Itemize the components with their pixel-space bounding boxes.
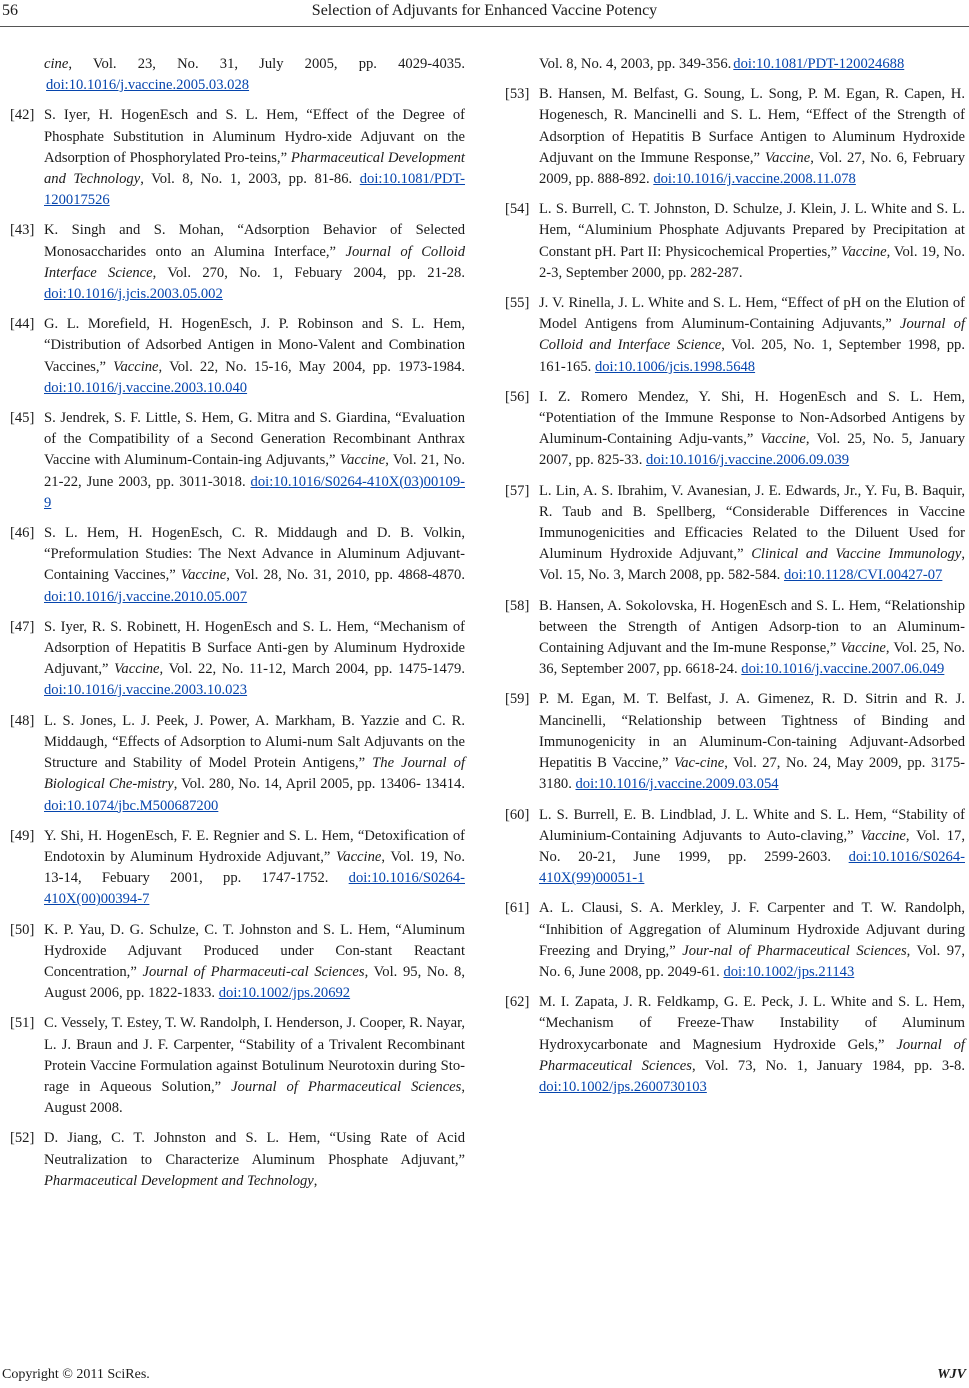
doi-link[interactable]: doi:10.1074/jbc.M500687200 xyxy=(44,797,219,814)
reference-text xyxy=(539,898,965,983)
journal-name: Journal of Colloid Interface Science xyxy=(44,243,465,281)
page-header xyxy=(0,0,969,24)
ref-text: P. M. Egan, M. T. Belfast, J. A. Gimenez, R. D. Sitrin and R. J. Mancinelli, “Relationship between Tightness of Binding and Immunogenicity in an Aluminum-Con-taining Adjuvant-Adsorbed Hepatitis B Vaccine,” xyxy=(539,691,965,772)
ref-text: , August 2008. xyxy=(44,1078,465,1117)
journal-name: Journal of Colloid and Interface Science xyxy=(539,316,966,354)
doi-link[interactable]: doi:10.1081/PDT-120024688 xyxy=(733,56,905,72)
reference-entry xyxy=(10,314,465,399)
reference-number: [53] xyxy=(505,86,530,103)
ref-text: B. Hansen, M. Belfast, G. Soung, L. Song, P. M. Egan, R. Capen, H. Hogenesch, R. Mancinelli and S. L. Hem, “Effect of the Strength of Adsorption of Hepatitis B Surface Antigen to Aluminum Hydroxide Adjuvant on the Immune Response,” xyxy=(539,86,965,166)
reference-number: [42] xyxy=(10,107,35,124)
reference-text xyxy=(539,805,965,890)
ref-text: , Vol. 28, No. 31, 2010, pp. 4868-4870. xyxy=(226,567,465,584)
ref-text: S. Iyer, H. HogenEsch and S. L. Hem, “Effect of the Degree of Phosphate Substitution in Aluminum Hydro-xide Adjuvant on the Adsorption of Phosphorylated Pro-teins,” xyxy=(44,107,465,166)
doi-link[interactable]: doi:10.1016/j.vaccine.2007.06.049 xyxy=(741,661,945,678)
doi-link[interactable]: doi:10.1002/jps.2600730103 xyxy=(539,1078,707,1095)
journal-name: Vaccine xyxy=(860,827,906,844)
reference-entry xyxy=(10,920,465,1005)
ref-text: , Vol. 27, No. 24, May 2009, pp. 3175-3180. xyxy=(539,755,965,793)
reference-number: [58] xyxy=(505,597,530,614)
ref-text: S. L. Hem, H. HogenEsch, C. R. Middaugh and D. B. Volkin, “Preformulation Studies: The Next Advance in Aluminum Adjuvant-Containing Vaccines,” xyxy=(44,525,465,584)
journal-name: Vaccine xyxy=(760,431,806,448)
doi-link[interactable]: doi:10.1016/S0264-410X(00)00394-7 xyxy=(44,870,465,908)
reference-number: [56] xyxy=(505,388,530,405)
ref-text: , Vol. 23, No. 31, July 2005, pp. 4029-4035. xyxy=(68,56,465,72)
reference-entry xyxy=(505,992,965,1098)
doi-link[interactable]: doi:10.1016/j.vaccine.2009.03.054 xyxy=(575,776,779,793)
ref-text: , Vol. 270, No. 1, Febuary 2004, pp. 21-28. xyxy=(152,264,465,281)
reference-entry xyxy=(10,523,465,608)
reference-number: [45] xyxy=(10,410,35,427)
doi-link[interactable]: doi:10.1006/jcis.1998.5648 xyxy=(594,358,756,375)
journal-name: Pharmaceutical Development and Technology xyxy=(44,149,465,188)
reference-number: [54] xyxy=(505,201,530,218)
ref-text: K. Singh and S. Mohan, “Adsorption Behavior of Selected Monosaccharides onto an Alumina Interface,” xyxy=(44,222,465,260)
doi-link[interactable]: doi:10.1016/j.jcis.2003.05.002 xyxy=(44,286,223,303)
reference-entry xyxy=(505,481,965,587)
doi-link[interactable]: doi:10.1016/j.vaccine.2003.10.040 xyxy=(44,379,248,396)
reference-entry xyxy=(10,711,465,817)
ref-text: , Vol. 17, No. 20-21, June 1999, pp. 2599-2603. xyxy=(539,827,965,865)
reference-text xyxy=(44,220,465,305)
reference-number: [50] xyxy=(10,921,35,938)
ref-text: , Vol. 22, No. 11-12, March 2004, pp. 1475-1479. xyxy=(159,661,465,678)
reference-entry xyxy=(505,898,965,983)
reference-number: [59] xyxy=(505,691,530,708)
doi-link[interactable]: doi:10.1081/PDT-120017526 xyxy=(44,171,465,209)
reference-text xyxy=(44,1013,465,1119)
ref-text: D. Jiang, C. T. Johnston and S. L. Hem, “Using Rate of Acid Neutralization to Characterize Aluminum Phosphate Adjuvant,” xyxy=(44,1130,465,1168)
ref-text: , Vol. 95, No. 8, August 2006, pp. 1822-1833. xyxy=(44,963,465,1002)
reference-entry xyxy=(10,408,465,514)
ref-text: C. Vessely, T. Estey, T. W. Randolph, I. Henderson, J. Cooper, R. Nayar, L. J. Braun and J. F. Carpenter, “Stability of a Trivalent Recombinant Protein Vaccine Formulation against Botulinum Neurotoxin during Sto-rage in Aqueous Solution,” xyxy=(44,1015,465,1095)
ref-text: I. Z. Romero Mendez, Y. Shi, H. HogenEsch and S. L. Hem, “Potentiation of the Immune Response to Non-Adsorbed Antigens by Aluminum-Containing Adju-vants,” xyxy=(539,388,965,448)
ref-text: K. P. Yau, D. G. Schulze, C. T. Johnston and S. L. Hem, “Aluminum Hydroxide Adjuvant Produced under Con-stant Reactant Concentration,” xyxy=(44,921,465,980)
reference-number: [48] xyxy=(10,712,35,729)
ref-text: , xyxy=(313,1172,318,1189)
ref-text: J. V. Rinella, J. L. White and S. L. Hem, “Effect of pH on the Elution of Model Antigens from Aluminum-Containing Adjuvants,” xyxy=(539,295,965,333)
reference-text xyxy=(44,711,465,817)
ref-text: G. L. Morefield, H. HogenEsch, J. P. Robinson and S. L. Hem, “Distribution of Adsorbed Antigen in Mono-Valent and Combination Vaccines,” xyxy=(44,316,465,375)
reference-continuation xyxy=(10,54,465,96)
ref-text: L. S. Jones, L. J. Peek, J. Power, A. Markham, B. Yazzie and C. R. Middaugh, “Effects of Adsorption to Alumi-num Salt Adjuvants on the Structure and Stability of Model Protein Antigens,” xyxy=(44,712,465,772)
doi-link[interactable]: doi:10.1016/S0264-410X(03)00109-9 xyxy=(44,473,465,511)
ref-text: , Vol. 8, No. 1, 2003, pp. 81-86. xyxy=(140,171,360,188)
reference-number: [55] xyxy=(505,295,530,312)
reference-entry xyxy=(505,199,965,284)
journal-name: Pharmaceutical Development and Technology xyxy=(44,1172,314,1189)
reference-text xyxy=(539,199,965,284)
doi-link[interactable]: doi:10.1128/CVI.00427-07 xyxy=(783,567,943,584)
ref-text: , Vol. 19, No. 2-3, September 2000, pp. 282-287. xyxy=(539,243,965,281)
reference-text xyxy=(539,481,965,587)
copyright-notice: Copyright © 2011 SciRes. xyxy=(2,1367,150,1382)
journal-name: Vaccine xyxy=(840,640,886,657)
ref-text: , Vol. 25, No. 5, January 2007, pp. 825-33. xyxy=(539,431,965,469)
journal-name: Journal of Pharmaceutical Sciences xyxy=(231,1078,462,1095)
journal-name: Vaccine xyxy=(113,358,159,375)
journal-name: Vaccine xyxy=(339,452,386,469)
journal-name: Journal of Pharmaceuti-cal Sciences xyxy=(142,963,365,980)
ref-text: , Vol. 25, No. 36, September 2007, pp. 6618-24. xyxy=(539,640,965,678)
reference-number: [51] xyxy=(10,1015,35,1032)
ref-text: , Vol. 21, No. 21-22, June 2003, pp. 3011-3018. xyxy=(44,452,465,490)
doi-link[interactable]: doi:10.1016/j.vaccine.2010.05.007 xyxy=(44,588,248,605)
ref-text: B. Hansen, A. Sokolovska, H. HogenEsch and S. L. Hem, “Relationship between the Strength of Antigen Adsorp-tion to an Aluminum-Containing Adjuvant and the Im-mune Response,” xyxy=(539,597,965,657)
ref-text: A. L. Clausi, S. A. Merkley, J. F. Carpenter and T. W. Randolph, “Inhibition of Aggregation of Aluminum Hydroxide Adjuvant during Freezing and Drying,” xyxy=(539,900,965,959)
reference-number: [52] xyxy=(10,1130,35,1147)
reference-text xyxy=(539,293,965,378)
reference-entry xyxy=(10,220,465,305)
journal-abbreviation: WJV xyxy=(937,1367,966,1382)
journal-name: Clinical and Vaccine Immunology xyxy=(751,546,962,563)
journal-name: Vaccine xyxy=(335,848,382,865)
reference-text xyxy=(539,84,965,190)
reference-entry xyxy=(10,105,465,211)
ref-text: , Vol. 19, No. 13-14, Febuary 2001, pp. 1747-1752. xyxy=(44,848,465,887)
ref-text: , Vol. 22, No. 15-16, May 2004, pp. 1973-1984. xyxy=(158,358,465,375)
reference-text xyxy=(44,1128,465,1192)
reference-text xyxy=(44,920,465,1005)
ref-text: , Vol. 205, No. 1, September 1998, pp. 161-165. xyxy=(539,337,965,375)
doi-link[interactable]: doi:10.1016/j.vaccine.2006.09.039 xyxy=(646,452,850,469)
journal-name: The Journal of Biological Che-mistry xyxy=(44,755,465,793)
journal-name: Journal of Pharmaceutical Sciences xyxy=(539,1036,965,1074)
journal-name: Jour-nal of Pharmaceutical Sciences, xyxy=(682,942,911,959)
reference-entry xyxy=(10,617,465,702)
ref-text: S. Jendrek, S. F. Little, S. Hem, G. Mitra and S. Giardina, “Evaluation of the Compatibility of a Second Generation Recombinant Anthrax Vaccine with Aluminum-Contain-ing Adjuvants,” xyxy=(44,410,465,469)
reference-text xyxy=(44,617,465,702)
reference-entry xyxy=(505,596,965,681)
header-rule xyxy=(0,26,969,27)
journal-name: Vaccine xyxy=(180,567,227,584)
ref-text: L. S. Burrell, E. B. Lindblad, J. L. White and S. L. Hem, “Stability of Aluminium-Containing Adjuvants to Auto-claving,” xyxy=(539,806,965,844)
doi-link[interactable]: doi:10.1016/j.vaccine.2005.03.028 xyxy=(46,77,250,94)
reference-number: [61] xyxy=(505,900,530,917)
ref-text: , Vol. 15, No. 3, March 2008, pp. 582-584. xyxy=(539,546,965,584)
journal-name: Vaccine xyxy=(764,149,811,166)
reference-text xyxy=(44,826,465,911)
reference-number: [47] xyxy=(10,618,35,635)
reference-text xyxy=(44,523,465,608)
ref-text: , Vol. 73, No. 1, January 1984, pp. 3-8. xyxy=(691,1057,966,1074)
reference-number: [43] xyxy=(10,222,35,239)
reference-text xyxy=(44,314,465,399)
right-reference-column xyxy=(505,54,965,1107)
reference-entry xyxy=(10,826,465,911)
ref-text: , Vol. 27, No. 6, February 2009, pp. 888-892. xyxy=(539,149,965,188)
reference-number: [49] xyxy=(10,827,35,844)
ref-text: L. S. Burrell, C. T. Johnston, D. Schulze, J. Klein, J. L. White and S. L. Hem, “Aluminium Phosphate Adjuvants Prepared by Precipitation at Constant pH. Part II: Physicochemical Properties,” xyxy=(539,201,965,260)
reference-entry xyxy=(505,293,965,378)
reference-number: [44] xyxy=(10,316,35,333)
journal-name: Vac-cine xyxy=(673,755,725,772)
ref-text: Vol. 8, No. 4, 2003, pp. 349-356. xyxy=(539,56,732,72)
journal-name: Vaccine xyxy=(841,243,887,260)
reference-continuation xyxy=(505,54,965,75)
page-number: 56 xyxy=(2,2,18,19)
reference-entry xyxy=(505,387,965,472)
ref-text: M. I. Zapata, J. R. Feldkamp, G. E. Peck, J. L. White and S. L. Hem, “Mechanism of Freeze-Thaw Instability of Aluminum Hydroxycarbonate and Magnesium Hydroxide Gels,” xyxy=(539,994,965,1053)
reference-text xyxy=(44,408,465,514)
reference-entry xyxy=(505,689,965,795)
doi-link[interactable]: doi:10.1002/jps.21143 xyxy=(723,963,855,980)
reference-text xyxy=(44,105,465,211)
doi-link[interactable]: doi:10.1016/S0264-410X(99)00051-1 xyxy=(539,848,965,887)
reference-text xyxy=(539,689,965,795)
reference-entry xyxy=(10,1013,465,1119)
reference-text xyxy=(539,992,965,1098)
journal-name: Vaccine xyxy=(114,661,160,678)
ref-text: L. Lin, A. S. Ibrahim, V. Avanesian, J. E. Edwards, Jr., Y. Fu, B. Baquir, R. Taub and B. Spellberg, “Considerable Differences in Vaccine Immunogenicities and Efficacies Related to the Diluent Used for Aluminum Hydroxide Adjuvant,” xyxy=(539,482,965,563)
reference-number: [57] xyxy=(505,482,530,499)
reference-number: [46] xyxy=(10,525,35,542)
reference-number: [62] xyxy=(505,994,530,1011)
ref-text: , Vol. 280, No. 14, April 2005, pp. 13406- 13414. xyxy=(173,776,465,793)
left-reference-column xyxy=(10,54,465,1201)
doi-link[interactable]: doi:10.1016/j.vaccine.2008.11.078 xyxy=(653,171,856,188)
reference-entry xyxy=(505,84,965,190)
reference-number: [60] xyxy=(505,806,530,823)
reference-entry xyxy=(505,805,965,890)
ref-text: Y. Shi, H. HogenEsch, F. E. Regnier and S. L. Hem, “Detoxification of Endotoxin by Aluminum Hydroxide Adjuvant,” xyxy=(44,827,465,865)
journal-name: cine xyxy=(44,56,69,72)
doi-link[interactable]: doi:10.1002/jps.20692 xyxy=(218,985,351,1002)
reference-text xyxy=(539,387,965,472)
reference-entry xyxy=(10,1128,465,1192)
doi-link[interactable]: doi:10.1016/j.vaccine.2003.10.023 xyxy=(44,682,248,699)
ref-text: S. Iyer, R. S. Robinett, H. HogenEsch and S. L. Hem, “Mechanism of Adsorption of Hepatitis B Surface Anti-gen by Aluminum Hydroxide Adjuvant,” xyxy=(44,618,465,678)
ref-text: Vol. 97, No. 6, June 2008, pp. 2049-61. xyxy=(539,942,965,980)
reference-text xyxy=(539,596,965,681)
running-title: Selection of Adjuvants for Enhanced Vaccine Potency xyxy=(311,2,658,19)
